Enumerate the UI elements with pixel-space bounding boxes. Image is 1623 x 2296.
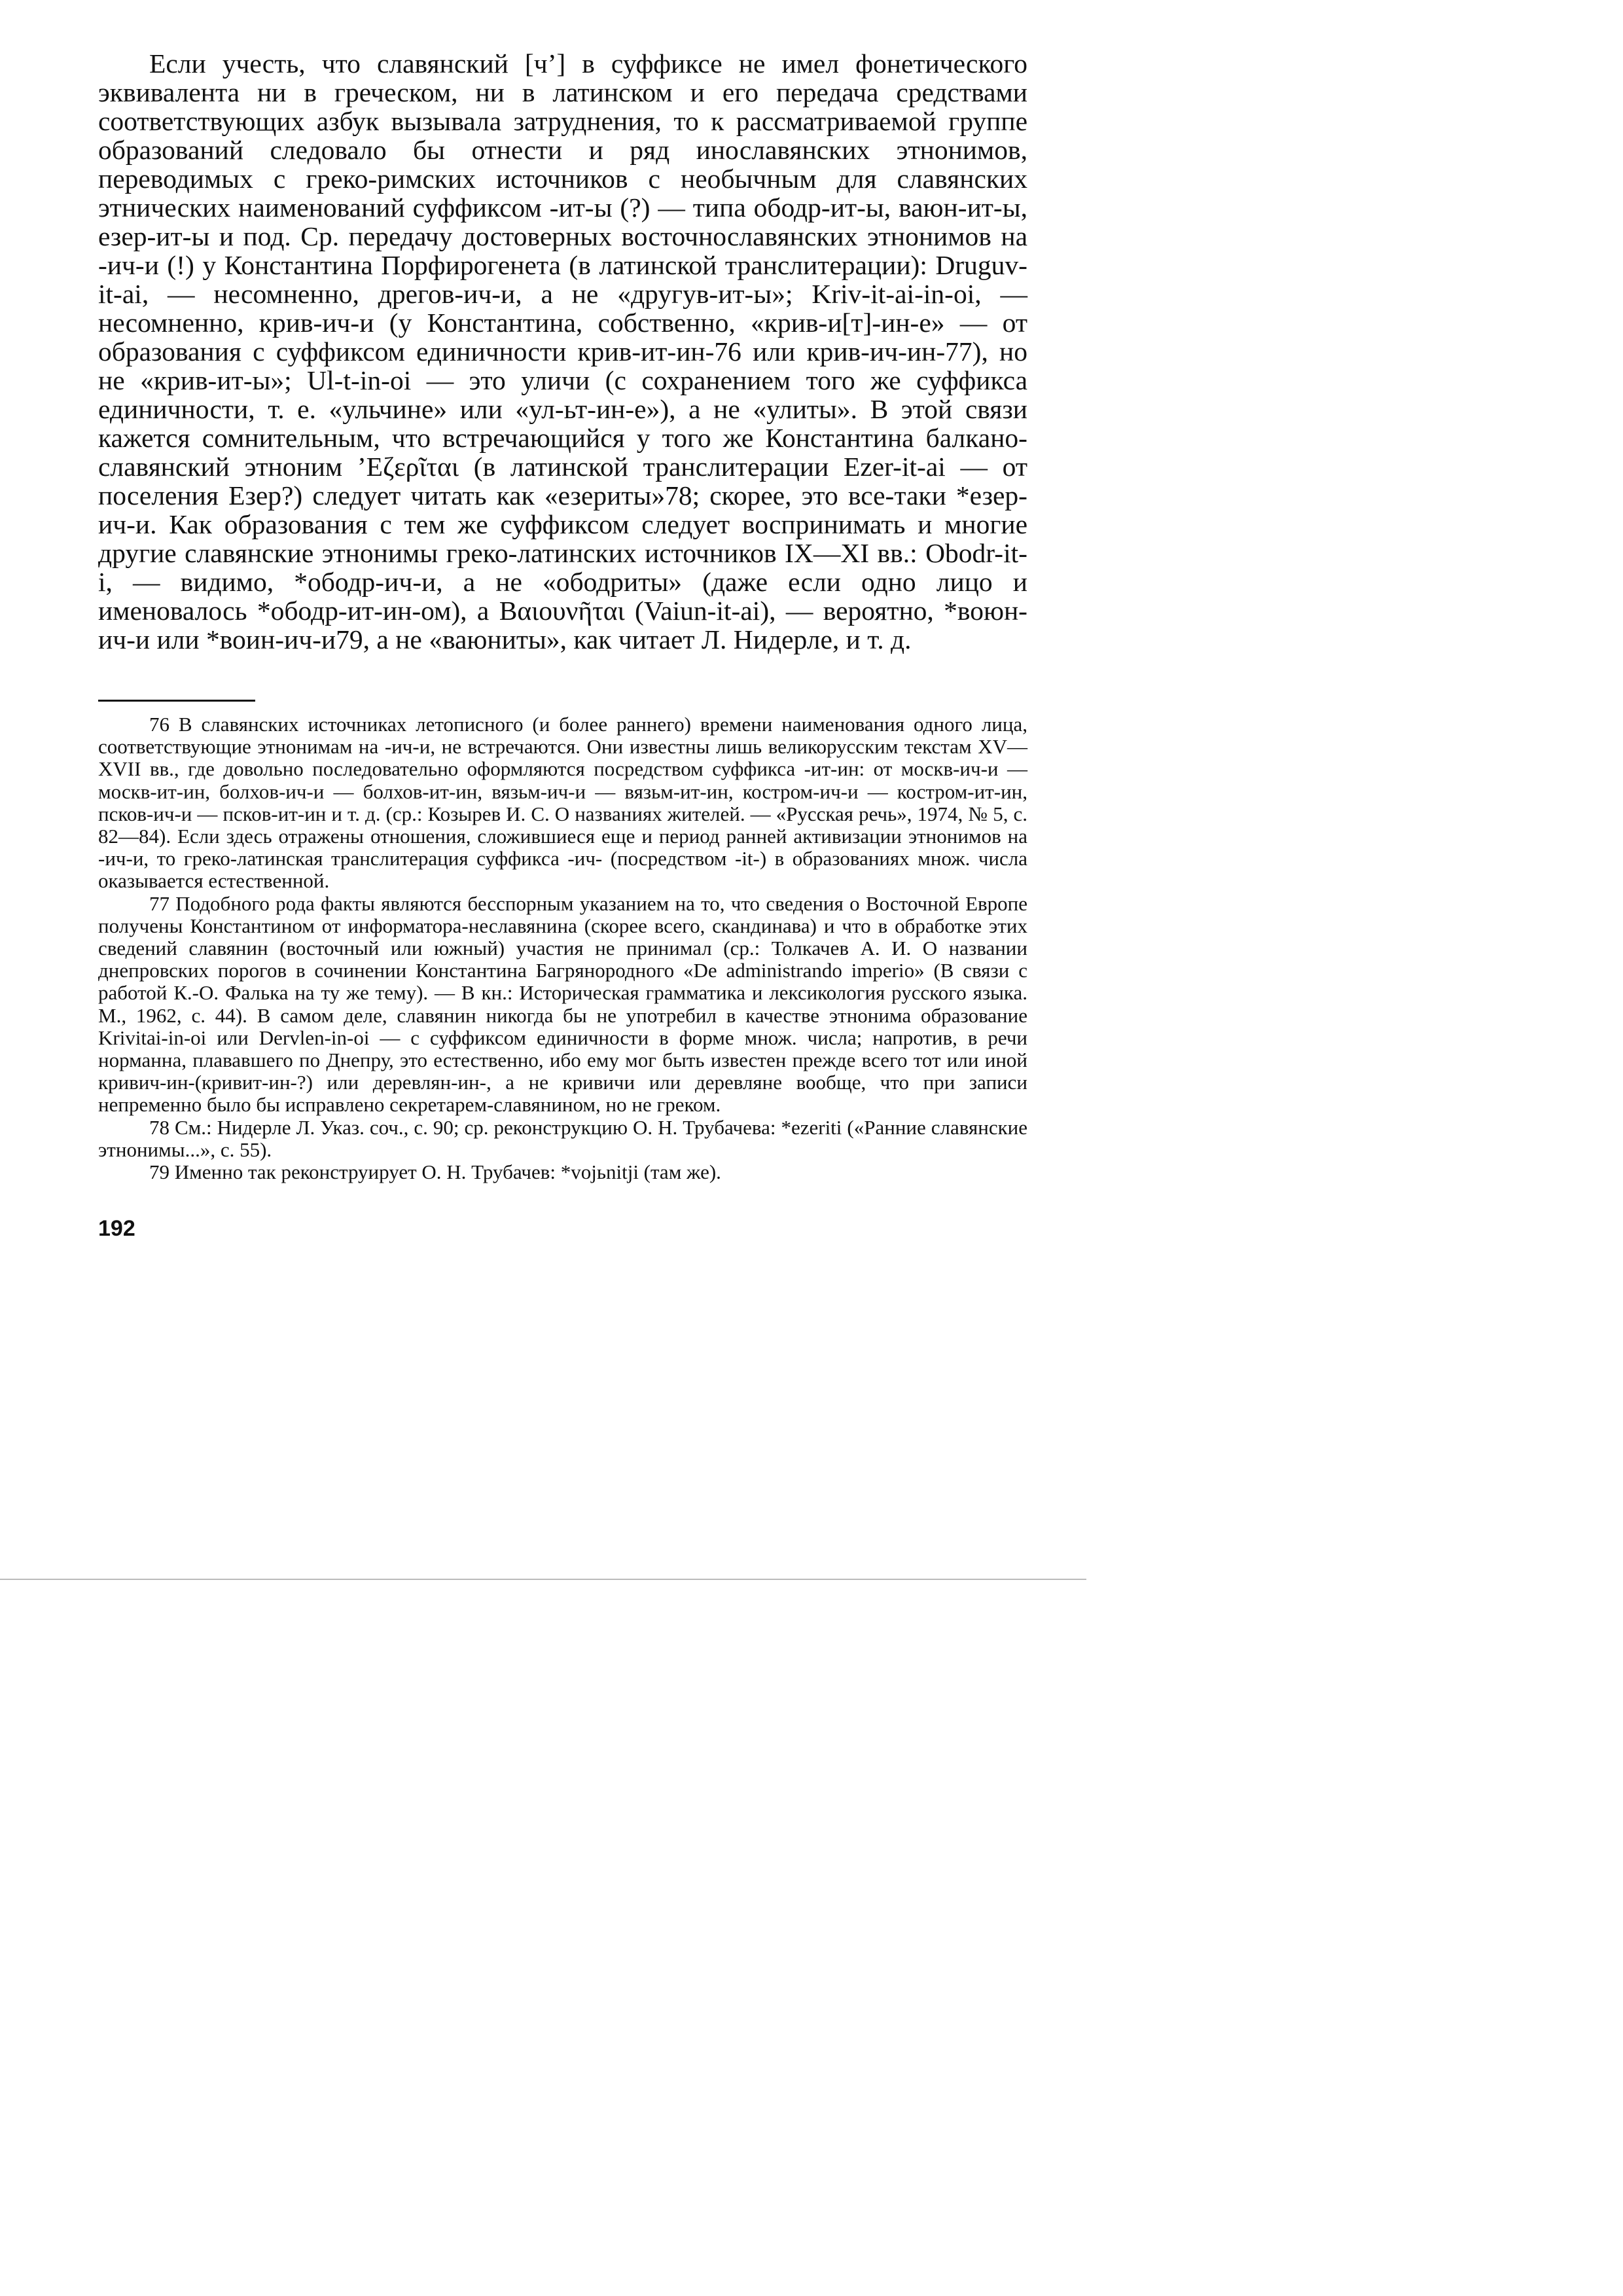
footnote-79: 79 Именно так реконструирует О. Н. Трубачев: *vojьnitji (там же). xyxy=(149,1160,721,1184)
footnote-78: 78 См.: Нидерле Л. Указ. соч., с. 90; ср. реконструкцию О. Н. Трубачева: *ezeriti («Ранние славянские этнонимы...», с. 55). xyxy=(98,1115,1027,1161)
scan-edge-line xyxy=(0,1579,1086,1580)
footnote-76: 76 В славянских источниках летописного (и более раннего) времени наименования одного лица, соответствующие этнонимам на -ич-и, не встречаются. Они известны лишь великорусским текстам XV—XVII вв., где довольно последовательно оформляются посредством суффикса -ит-ин: от москв-ич-и — москв-ит-ин, болхов-ич-и — болхов-ит-ин, вязьм-ич-и — вязьм-ит-ин, костром-ич-и — костром-ит-ин, псков-ич-и — псков-ит-ин и т. д. (ср.: Козырев И. С. О названиях жителей. — «Русская речь», 1974, № 5, с. 82—84). Если здесь отражены отношения, сложившиеся еще и период ранней активизации этнонимов на -ич-и, то греко-латинская транслитерация суффикса -ич- (посредством -it-) в образованиях множ. числа оказывается естественной. xyxy=(98,713,1027,893)
page-number: 192 xyxy=(98,1216,135,1242)
page-content xyxy=(98,49,1027,1242)
main-paragraph: Если учесть, что славянский [ч’] в суффиксе не имел фонетического эквивалента ни в греческом, ни в латинском и его передача средствами соответствующих азбук вызывала затруднения, то к рассматриваемой группе образований следовало бы отнести и ряд инославянских этнонимов, переводимых с греко-римских источников с необычным для славянских этнических наименований суффиксом -ит-ы (?) — типа ободр-ит-ы, ваюн-ит-ы, езер-ит-ы и под. Ср. передачу достоверных восточнославянских этнонимов на -ич-и (!) у Константина Порфирогенета (в латинской транслитерации): Druguv-it-ai, — несомненно, дрегов-ич-и, а не «другув-ит-ы»; Kriv-it-ai-in-oi, — несомненно, крив-ич-и (у Константина, собственно, «крив-и[т]-ин-е» — от образования с суффиксом единичности крив-ит-ин-76 или крив-ич-ин-77), но не «крив-ит-ы»; Ul-t-in-oi — это уличи (с сохранением того же суффикса единичности, т. е. «ульчине» или «ул-ьт-ин-е»), а не «улиты». В этой связи кажется сомнительным, что встречающийся у того же Константина балкано-славянский этноним ’Εζερῖται (в латинской транслитерации Ezer-it-ai — от поселения Езер?) следует читать как «езериты»78; скорее, это все-таки *езер-ич-и. Как образования с тем же суффиксом следует воспринимать и многие другие славянские этнонимы греко-латинских источников IX—XI вв.: Obodr-it-i, — видимо, *ободр-ич-и, а не «ободриты» (даже если одно лицо и именовалось *ободр-ит-ин-ом), а Βαιουνῆται (Vaiun-it-ai), — вероятно, *воюн-ич-и или *воин-ич-и79, а не «ваюниты», как читает Л. Нидерле, и т. д. xyxy=(98,48,1027,655)
footnote-separator xyxy=(98,700,255,702)
footnote-77: 77 Подобного рода факты являются бесспорным указанием на то, что сведения о Восточной Европе получены Константином от информатора-неславянина (скорее всего, скандинава) и что в обработке этих сведений славянин (восточный или южный) участия не принимал (ср.: Толкачев А. И. О названии днепровских порогов в сочинении Константина Багрянородного «De administrando imperio» (В связи с работой К.-О. Фалька на ту же тему). — В кн.: Историческая грамматика и лексикология русского языка. М., 1962, с. 44). В самом деле, славянин никогда бы не употребил в качестве этнонима образование Krivitai-in-oi или Dervlen-in-oi — с суффиксом единичности в форме множ. числа; напротив, в речи норманна, плававшего по Днепру, это естественно, ибо ему мог быть известен прежде всего тот или иной кривич-ин-(кривит-ин-?) или деревлян-ин-, а не кривичи или деревляне вообще, что при записи непременно было бы исправлено секретарем-славянином, но не греком. xyxy=(98,891,1027,1117)
